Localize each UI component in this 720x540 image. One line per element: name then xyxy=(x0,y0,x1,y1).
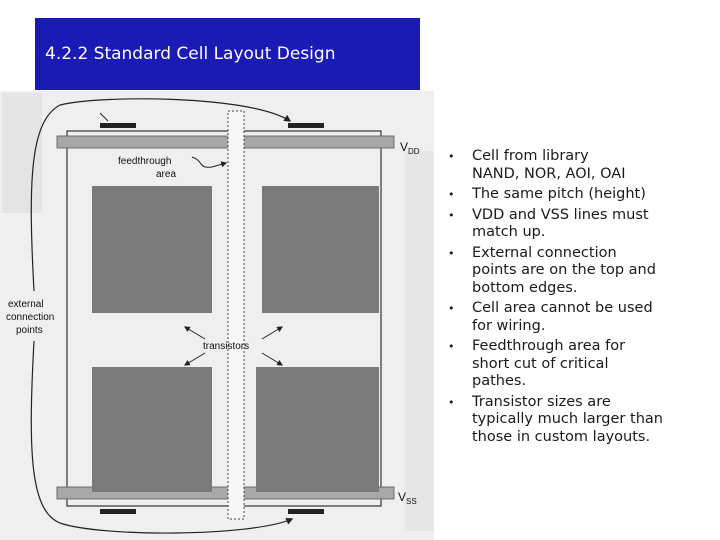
external-label-line2: connection xyxy=(6,312,55,323)
bullet-line: VDD and VSS lines must xyxy=(472,206,649,223)
bullet-item-external-connection xyxy=(445,245,710,298)
standard-cell-diagram xyxy=(0,91,434,540)
bullet-line: Cell area cannot be used xyxy=(472,300,653,316)
vss-label: $V_{SS}$ xyxy=(398,490,417,506)
bullet-dot: • xyxy=(448,246,455,260)
top-connection-pad-right xyxy=(288,123,324,128)
bullet-item-feedthrough xyxy=(445,338,710,391)
top-connection-pad-left xyxy=(100,123,136,128)
feedthrough-label-line2: area xyxy=(156,169,177,180)
standard-cell-figure xyxy=(0,91,434,540)
external-label-line3: points xyxy=(16,325,43,336)
vdd-rail xyxy=(57,136,394,148)
bullet-item-cell-area xyxy=(445,300,710,335)
cell-top-right xyxy=(262,186,379,313)
vdd-label: $V_{DD}$ xyxy=(400,140,420,156)
bullet-line: short cut of critical xyxy=(472,355,609,372)
bottom-connection-pad-left xyxy=(100,509,136,514)
scan-noise-left xyxy=(2,93,42,213)
bullet-dot: • xyxy=(448,188,455,201)
bullet-line: those in custom layouts. xyxy=(472,428,651,445)
bullet-line: bottom edges. xyxy=(472,279,578,296)
bullet-line: points are on the top and xyxy=(472,262,656,278)
bullet-item-transistor-sizes xyxy=(445,394,710,447)
bullet-line: Transistor sizes are xyxy=(472,393,611,410)
bullet-line: for wiring. xyxy=(472,317,546,334)
transistors-label: transistors xyxy=(203,341,250,352)
bullet-dot: • xyxy=(448,302,455,315)
bullet-line: External connection xyxy=(472,244,617,261)
cell-top-left xyxy=(92,186,212,313)
bullet-item-pitch xyxy=(445,186,710,204)
bullet-dot: • xyxy=(448,395,455,409)
cell-bottom-left xyxy=(92,367,212,492)
bullet-dot: • xyxy=(448,340,455,353)
title-banner xyxy=(35,18,420,90)
bullet-dot: • xyxy=(448,150,455,163)
cell-bottom-right xyxy=(256,367,379,492)
bullet-line: Feedthrough area for xyxy=(472,338,626,354)
bullet-line: typically much larger than xyxy=(472,411,663,427)
bullet-line: match up. xyxy=(472,224,546,240)
slide-title: 4.2.2 Standard Cell Layout Design xyxy=(45,44,336,64)
feedthrough-label-line1: feedthrough xyxy=(118,156,172,167)
bullet-line: Cell from library xyxy=(472,148,589,164)
bullet-line: NAND, NOR, AOI, OAI xyxy=(472,165,626,182)
bottom-connection-pad-right xyxy=(288,509,324,514)
bullet-item-vdd-vss xyxy=(445,207,710,242)
feedthrough-area xyxy=(228,111,244,519)
scan-noise-right xyxy=(405,151,434,531)
bullet-item-cell-library xyxy=(445,148,710,183)
bullet-list xyxy=(445,148,710,449)
bullet-line: The same pitch (height) xyxy=(472,186,646,202)
external-label-line1: external xyxy=(8,299,44,310)
bullet-line: pathes. xyxy=(472,373,527,389)
bullet-dot: • xyxy=(448,208,455,222)
